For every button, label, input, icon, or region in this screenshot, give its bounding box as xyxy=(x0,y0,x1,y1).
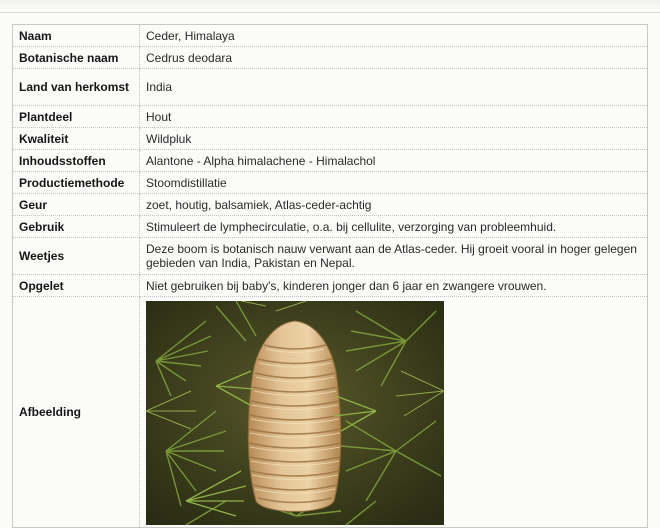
row-value: Ceder, Himalaya xyxy=(140,25,648,47)
table-row xyxy=(13,69,648,106)
row-label: Plantdeel xyxy=(13,106,140,128)
row-value: Alantone - Alpha himalachene - Himalachol xyxy=(140,150,648,172)
row-value: Hout xyxy=(140,106,648,128)
row-label: Geur xyxy=(13,194,140,216)
row-label: Naam xyxy=(13,25,140,47)
cedar-cone-photo xyxy=(146,301,444,525)
row-value: India xyxy=(140,69,648,106)
page-top-edge xyxy=(0,0,660,13)
row-label: Opgelet xyxy=(13,275,140,297)
row-label: Land van herkomst xyxy=(13,69,140,106)
row-label: Inhoudsstoffen xyxy=(13,150,140,172)
table-row xyxy=(13,238,648,275)
row-value: Stimuleert de lymphecirculatie, o.a. bij cellulite, verzorging van probleemhuid. xyxy=(140,216,648,238)
row-value: Stoomdistillatie xyxy=(140,172,648,194)
image-row xyxy=(13,297,648,528)
table-row xyxy=(13,275,648,297)
row-value: Wildpluk xyxy=(140,128,648,150)
row-label: Weetjes xyxy=(13,238,140,275)
table-row xyxy=(13,150,648,172)
row-label: Productiemethode xyxy=(13,172,140,194)
table-row xyxy=(13,128,648,150)
row-label: Kwaliteit xyxy=(13,128,140,150)
row-label: Gebruik xyxy=(13,216,140,238)
row-label: Botanische naam xyxy=(13,47,140,69)
table-row xyxy=(13,25,648,47)
table-row xyxy=(13,194,648,216)
table-row xyxy=(13,47,648,69)
row-value: Niet gebruiken bij baby's, kinderen jonger dan 6 jaar en zwangere vrouwen. xyxy=(140,275,648,297)
image-cell xyxy=(140,297,648,528)
table-row xyxy=(13,106,648,128)
row-value: zoet, houtig, balsamiek, Atlas-ceder-achtig xyxy=(140,194,648,216)
table-row xyxy=(13,172,648,194)
table-row xyxy=(13,216,648,238)
info-table xyxy=(12,24,648,528)
row-value: Cedrus deodara xyxy=(140,47,648,69)
row-label: Afbeelding xyxy=(13,297,140,528)
row-value: Deze boom is botanisch nauw verwant aan de Atlas-ceder. Hij groeit vooral in hoger gelegen gebieden van India, Pakistan en Nepal. xyxy=(140,238,648,275)
